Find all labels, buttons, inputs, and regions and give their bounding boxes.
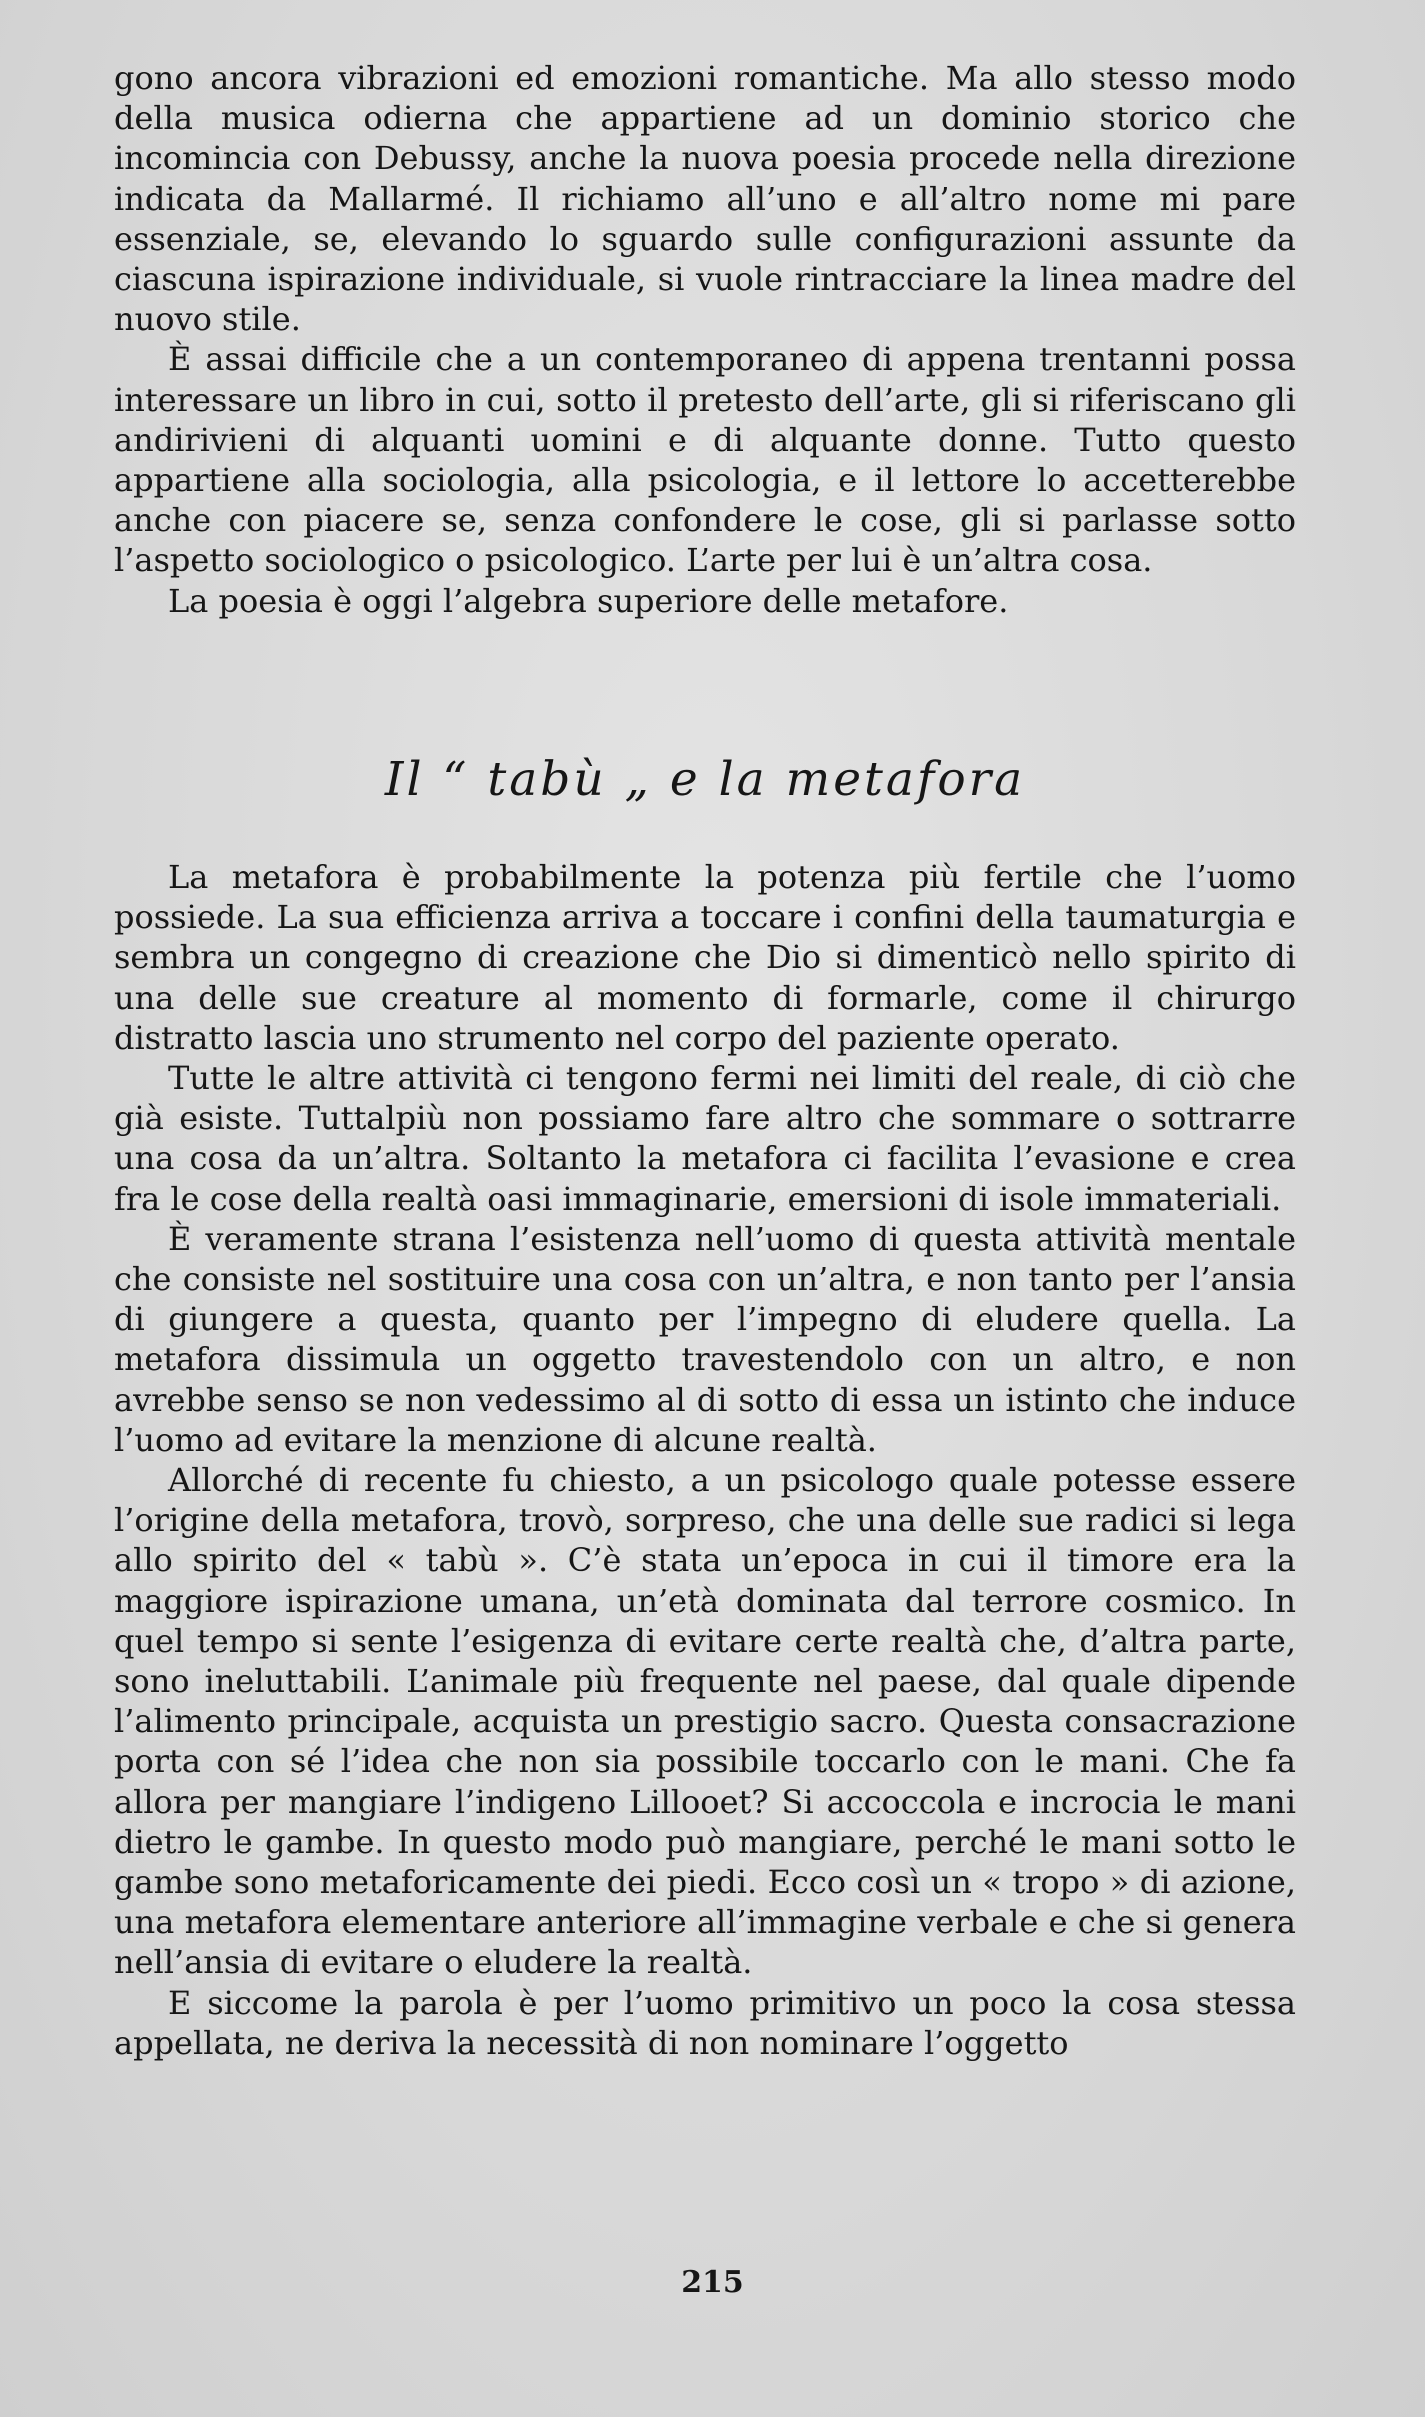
paragraph: Tutte le altre attività ci tengono fermi nei limiti del reale, di ciò che già esiste. Tuttalpiù non possiamo fare altro che sommare o sottrarre una cosa da un’altra. Soltanto la metafora ci facilita l’evasione e crea fra le cose della realtà oasi immaginarie, emersioni di isole immateriali. — [114, 1059, 1296, 1218]
paragraph: È assai difficile che a un contemporaneo di appena trentanni possa interessare un libro in cui, sotto il pretesto dell’arte, gli si riferiscano gli andirivieni di alquanti uomini e di alquante donne. Tutto questo appartiene alla sociologia, alla psicologia, e il lettore lo accetterebbe anche con piacere se, senza confondere le cose, gli si parlasse sotto l’aspetto sociologico o psicologico. L’arte per lui è un’altra cosa. — [114, 340, 1296, 580]
text-block-top — [114, 58, 1296, 621]
page-number: 215 — [681, 2265, 744, 2300]
paragraph: E siccome la parola è per l’uomo primitivo un poco la cosa stessa appellata, ne deriva la necessità di non nominare l’oggetto — [114, 1983, 1296, 2062]
paragraph: La poesia è oggi l’algebra superiore delle metafore. — [168, 581, 1009, 620]
paragraph: È veramente strana l’esistenza nell’uomo di questa attività mentale che consiste nel sostituire una cosa con un’altra, e non tanto per l’ansia di giungere a questa, quanto per l’impegno di eludere quella. La metafora dissimula un oggetto travestendolo con un altro, e non avrebbe senso se non vedessimo al di sotto di essa un istinto che induce l’uomo ad evitare la menzione di alcune realtà. — [114, 1219, 1296, 1459]
text-block-bottom — [114, 857, 1296, 2063]
paragraph: gono ancora vibrazioni ed emozioni romantiche. Ma allo stesso modo della musica odierna che appartiene ad un dominio storico che incomincia con Debussy, anche la nuova poesia procede nella direzione indicata da Mallarmé. Il richiamo all’uno e all’altro nome mi pare essenziale, se, elevando lo sguardo sulle configurazioni assunte da ciascuna ispirazione individuale, si vuole rintracciare la linea madre del nuovo stile. — [114, 59, 1296, 339]
paragraph: Allorché di recente fu chiesto, a un psicologo quale potesse essere l’origine della metafora, trovò, sorpreso, che una delle sue radici si lega allo spirito del « tabù ». C’è stata un’epoca in cui il timore era la maggiore ispirazione umana, un’età dominata dal terrore cosmico. In quel tempo si sente l’esigenza di evitare certe realtà che, d’altra parte, sono ineluttabili. L’animale più frequente nel paese, dal quale dipende l’alimento principale, acquista un prestigio sacro. Questa consacrazione porta con sé l’idea che non sia possibile toccarlo con le mani. Che fa allora per mangiare l’indigeno Lillooet? Si accoccola e incrocia le mani dietro le gambe. In questo modo può mangiare, perché le mani sotto le gambe sono metaforicamente dei piedi. Ecco così un « tropo » di azione, una metafora elementare anteriore all’immagine verbale e che si genera nell’ansia di evitare o eludere la realtà. — [114, 1461, 1296, 1982]
paragraph: La metafora è probabilmente la potenza più fertile che l’uomo possiede. La sua efficienza arriva a toccare i confini della taumaturgia e sembra un congegno di creazione che Dio si dimenticò nello spirito di una delle sue creature al momento di formarle, come il chirurgo distratto lascia uno strumento nel corpo del paziente operato. — [114, 858, 1296, 1057]
section-heading: Il “ tabù „ e la metafora — [384, 752, 1026, 807]
